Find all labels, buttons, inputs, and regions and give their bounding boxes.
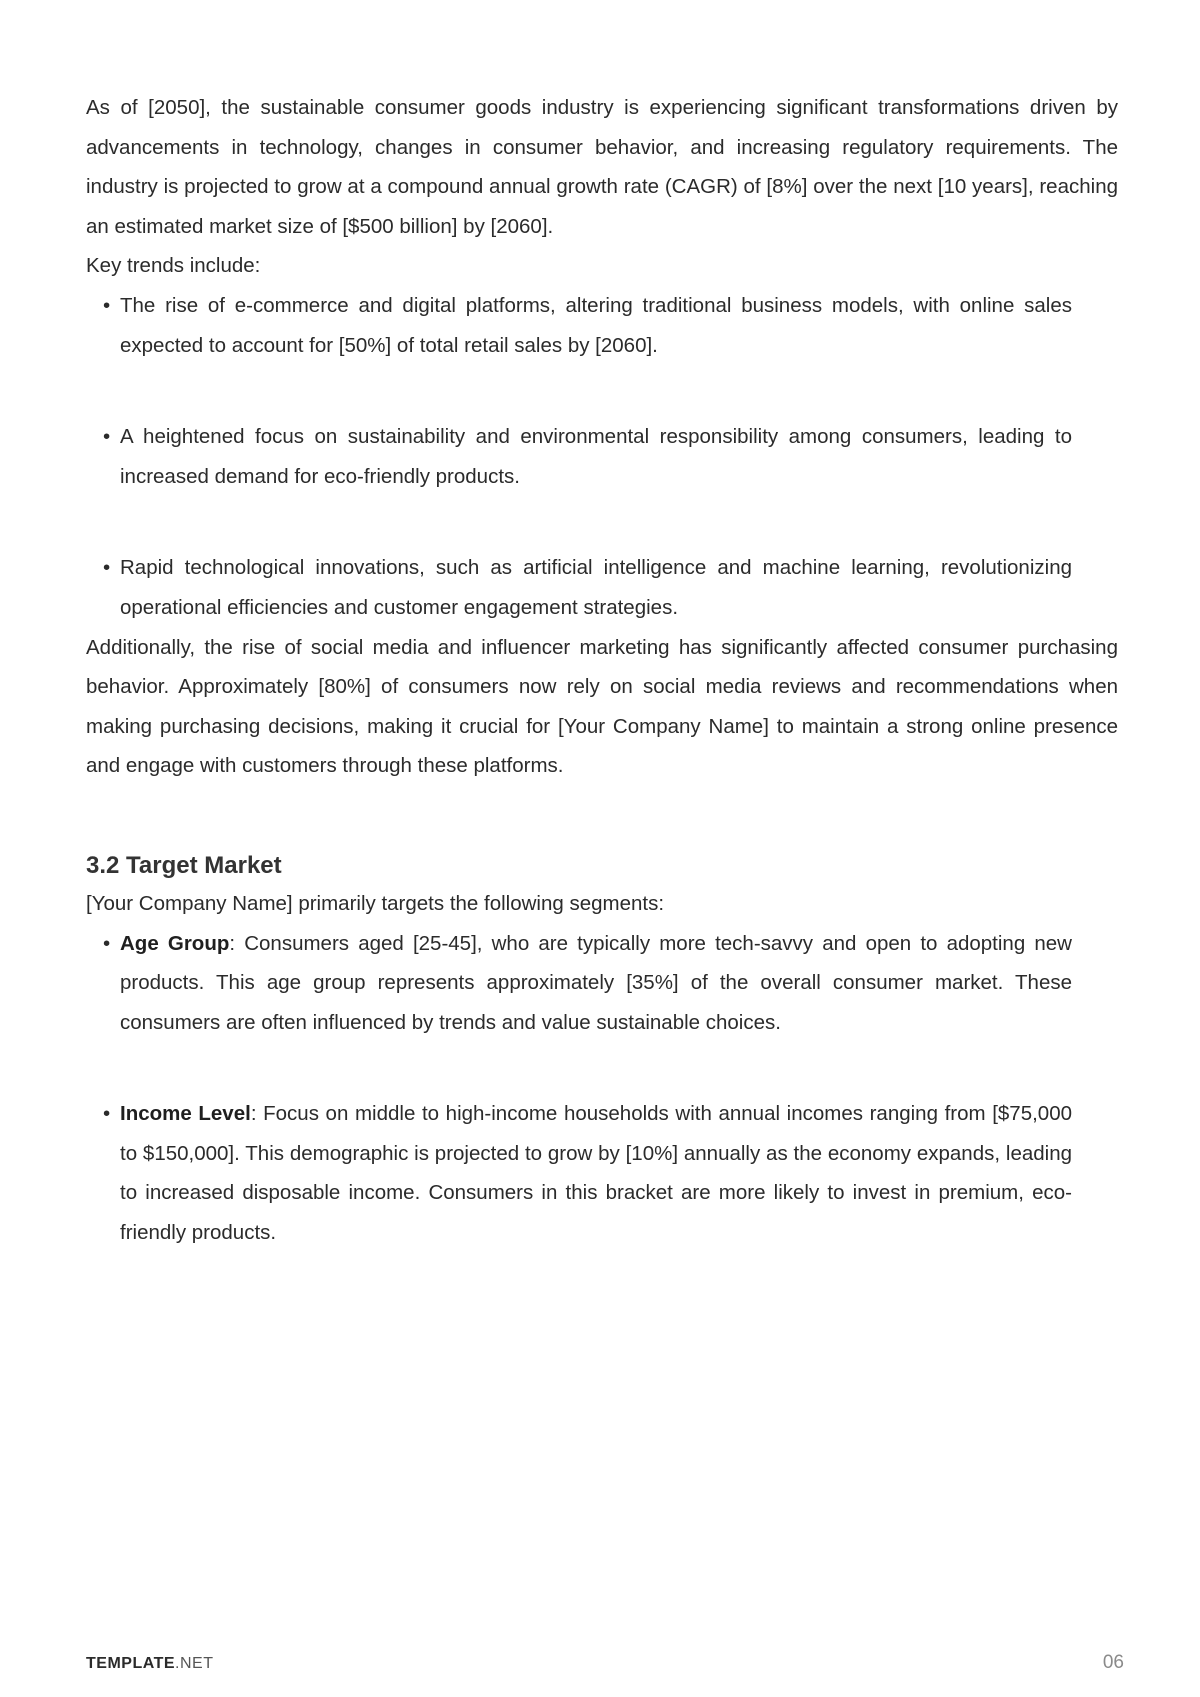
logo-brand: TEMPLATE <box>86 1655 176 1672</box>
list-item <box>86 924 1072 1043</box>
intro-paragraph: As of [2050], the sustainable consumer goods industry is experiencing significant transformations driven by advancements in technology, changes in consumer behavior, and increasing regulatory requirements. The industry is projected to grow at a compound annual growth rate (CAGR) of [8%] over the next [10 years], reaching an estimated market size of [$500 billion] by [2060]. <box>86 96 1118 238</box>
bullet-icon: • <box>103 556 111 580</box>
additional-paragraph: Additionally, the rise of social media and influencer marketing has significantly affected consumer purchasing behavior. Approximately [80%] of consumers now rely on social media reviews and recommendations when making purchasing decisions, making it crucial for [Your Company Name] to maintain a strong online presence and engage with customers through these platforms. <box>86 635 1118 778</box>
section-heading: 3.2 Target Market <box>86 851 282 879</box>
bullet-icon: • <box>103 931 111 955</box>
key-trends-label: Key trends include: <box>86 254 261 278</box>
bullet-icon: • <box>103 425 111 449</box>
bullet-icon: • <box>103 293 111 317</box>
segment-label: Age Group <box>120 931 230 955</box>
list-item-text: The rise of e-commerce and digital platforms, altering traditional business models, with online sales expected to account for [50%] of total retail sales by [2060]. <box>120 293 1072 357</box>
document-page <box>86 88 1118 1253</box>
target-market-intro: [Your Company Name] primarily targets the following segments: <box>86 891 665 915</box>
list-item <box>86 286 1072 365</box>
list-item <box>86 417 1072 496</box>
list-item <box>86 1094 1072 1252</box>
footer-logo <box>86 1655 213 1673</box>
logo-tld: .NET <box>175 1655 214 1672</box>
key-trends-list <box>86 286 1118 628</box>
list-item <box>86 548 1072 627</box>
page-number: 06 <box>1102 1652 1124 1673</box>
segment-label: Income Level <box>120 1102 251 1126</box>
bullet-icon: • <box>103 1102 111 1126</box>
list-item-text: Rapid technological innovations, such as artificial intelligence and machine learning, revolutionizing operational efficiencies and customer engagement strategies. <box>120 556 1072 619</box>
segment-text: : Focus on middle to high-income households with annual incomes ranging from [$75,000 to $150,000]. This demographic is projected to grow by [10%] annually as the economy expands, leading to increased disposable income. Consumers in this bracket are more likely to invest in premium, eco-friendly products. <box>120 1102 1072 1245</box>
segment-text: : Consumers aged [25-45], who are typically more tech-savvy and open to adopting new products. This age group represents approximately [35%] of the overall consumer market. These consumers are often influenced by trends and value sustainable choices. <box>120 931 1072 1034</box>
target-segments-list <box>86 924 1118 1253</box>
list-item-text: A heightened focus on sustainability and environmental responsibility among consumers, leading to increased demand for eco-friendly products. <box>120 425 1072 488</box>
